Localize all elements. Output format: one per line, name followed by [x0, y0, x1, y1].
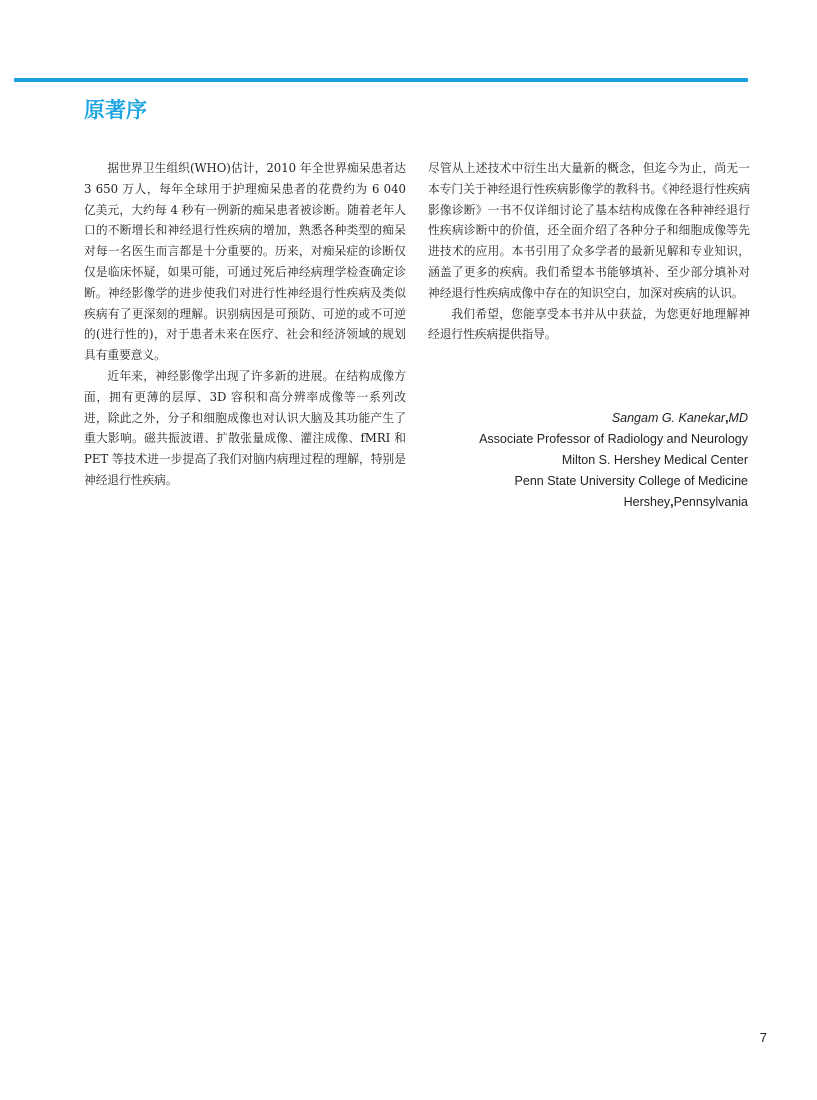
- paragraph: 据世界卫生组织(WHO)估计，2010 年全世界痴呆患者达 3 650 万人，每年全球用于护理痴呆患者的花费约为 6 040 亿美元，大约每 4 秒有一例新的痴呆患者被诊断。随着老年人口的不断增长和神经退行性疾病的增加，熟悉各种类型的痴呆对每一名医生而言都是十分重要的。历来，对痴呆症的诊断仅仅是临床怀疑，如果可能，可通过死后神经病理学检查确定诊断。神经影像学的进步使我们对进行性神经退行性疾病及类似疾病有了更深刻的理解。识别病因是可预防、可逆的或不可逆的(进行性的)，对于患者未来在医疗、社会和经济领域的规划具有重要意义。: [84, 161, 406, 363]
- author-name: Sangam G. Kanekar: [611, 411, 726, 425]
- signature-name-line: [479, 408, 748, 429]
- author-college: Penn State University College of Medicine: [514, 474, 748, 488]
- right-column: [428, 158, 750, 345]
- author-title: Associate Professor of Radiology and Neurology: [479, 432, 748, 446]
- author-location-line: [479, 492, 748, 513]
- author-center: Milton S. Hershey Medical Center: [561, 453, 748, 467]
- header-rule: [14, 78, 748, 82]
- signature-block: [479, 408, 748, 513]
- author-state: Pennsylvania: [673, 495, 748, 509]
- left-column: [84, 158, 406, 491]
- paragraph: 我们希望，您能享受本书并从中获益，为您更好地理解神经退行性疾病提供指导。: [428, 306, 750, 342]
- author-degree: MD: [728, 411, 748, 425]
- page-number: 7: [759, 1030, 767, 1045]
- paragraph-continuation: 尽管从上述技术中衍生出大量新的概念，但迄今为止，尚无一本专门关于神经退行性疾病影像学的教科书。《神经退行性疾病影像诊断》一书不仅详细讨论了基本结构成像在各种神经退行性疾病诊断中的价值，还全面介绍了各种分子和细胞成像等先进技术的应用。本书引用了众多学者的最新见解和专业知识，涵盖了更多的疾病。我们希望本书能够填补、至少部分填补对神经退行性疾病成像中存在的知识空白，加深对疾病的认识。: [428, 161, 750, 300]
- paragraph: 近年来，神经影像学出现了许多新的进展。在结构成像方面，拥有更薄的层厚、3D 容积和高分辨率成像等一系列改进，除此之外，分子和细胞成像也对认识大脑及其功能产生了重大影响。磁共振波谱、扩散张量成像、灌注成像、fMRI 和 PET 等技术进一步提高了我们对脑内病理过程的理解，特别是神经退行性疾病。: [84, 368, 406, 487]
- location-separator: ,: [670, 495, 674, 509]
- name-separator: ,: [725, 411, 729, 425]
- page-title: 原著序: [84, 98, 147, 122]
- author-city: Hershey: [623, 495, 671, 509]
